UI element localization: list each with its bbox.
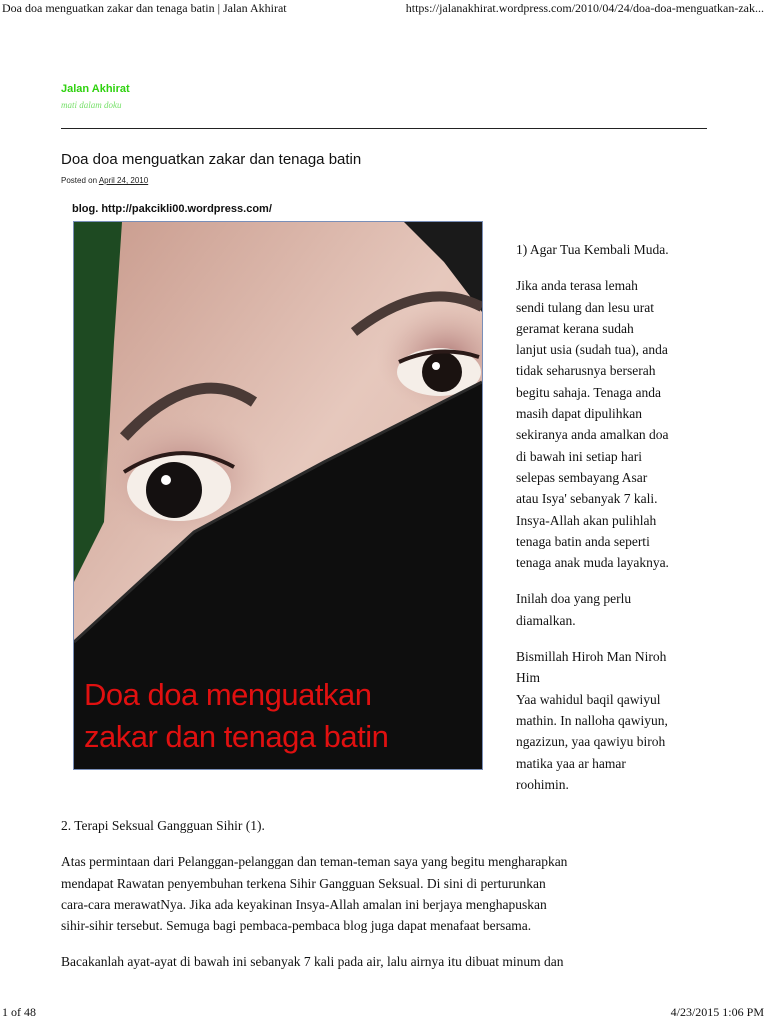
text-line: Him [516, 670, 541, 686]
site-title-link[interactable]: Jalan Akhirat [61, 83, 130, 95]
text-line: atau Isya' sebanyak 7 kali. [516, 491, 658, 507]
print-datetime: 4/23/2015 1:06 PM [670, 1005, 764, 1019]
text-line: sekiranya anda amalkan doa [516, 427, 669, 443]
sidebar-paragraph-1 [516, 275, 716, 573]
print-page-url: https://jalanakhirat.wordpress.com/2010/04/24/doa-doa-menguatkan-zak... [405, 1, 764, 15]
text-line: Yaa wahidul baqil qawiyul [516, 691, 661, 707]
text-line: Insya-Allah akan pulihlah [516, 512, 657, 528]
text-line: Bacakanlah ayat-ayat di bawah ini sebanyak 7 kali pada air, lalu airnya itu dibuat minum dan [61, 954, 564, 970]
text-line: mendapat Rawatan penyembuhan terkena Sihir Gangguan Seksual. Di sini di perturunkan [61, 875, 546, 891]
body-paragraph-1 [61, 851, 711, 936]
print-page-number: 1 of 48 [2, 1005, 36, 1019]
text-line: ngazizun, yaa qawiyu biroh [516, 734, 666, 750]
site-description: mati dalam doku [61, 100, 122, 110]
post-title: Doa doa menguatkan zakar dan tenaga batin [61, 151, 362, 168]
text-line: tenaga anak muda layaknya. [516, 555, 669, 571]
text-line: di bawah ini setiap hari [516, 448, 642, 464]
text-line: lanjut usia (sudah tua), anda [516, 342, 668, 358]
text-line: masih dapat dipulihkan [516, 406, 642, 422]
overlay-line-1: Doa doa menguatkan [84, 677, 372, 712]
print-footer [0, 1005, 768, 1021]
text-line: cara-cara merawatNya. Jika ada keyakinan Insya-Allah amalan ini berjaya menghapuskan [61, 896, 547, 912]
sidebar-paragraph-2 [516, 588, 716, 631]
text-line: geramat kerana sudah [516, 320, 634, 336]
sidebar-paragraph-3-prayer [516, 646, 716, 795]
image-overlay-text [84, 674, 388, 758]
print-page-title: Doa doa menguatkan zakar dan tenaga batin | Jalan Akhirat [2, 1, 287, 15]
post-date-link[interactable]: April 24, 2010 [98, 176, 149, 185]
image-blog-caption: blog. http://pakcikli00.wordpress.com/ [72, 203, 272, 215]
text-line: diamalkan. [516, 612, 576, 628]
text-line: mathin. In nalloha qawiyun, [516, 712, 668, 728]
text-line: matika yaa ar hamar [516, 755, 626, 771]
text-line: selepas sembayang Asar [516, 469, 648, 485]
post-meta [61, 176, 148, 185]
header-divider [61, 128, 707, 129]
post-hero-image[interactable] [73, 221, 483, 770]
overlay-line-2: zakar dan tenaga batin [84, 719, 389, 754]
section-heading-1: 1) Agar Tua Kembali Muda. [516, 242, 669, 257]
text-line: roohimin. [516, 776, 569, 792]
sidebar-article-text [516, 239, 716, 810]
text-line: Inilah doa yang perlu [516, 591, 632, 607]
article-body [61, 815, 711, 988]
posted-on-label: Posted on [61, 176, 98, 185]
text-line: Jika anda terasa lemah [516, 278, 638, 294]
print-header [0, 1, 768, 17]
text-line: Bismillah Hiroh Man Niroh [516, 649, 667, 665]
text-line: sihir-sihir tersebut. Semuga bagi pembaca-pembaca blog juga dapat menafaat bersama. [61, 918, 532, 934]
text-line: sendi tulang dan lesu urat [516, 299, 654, 315]
section-heading-2: 2. Terapi Seksual Gangguan Sihir (1). [61, 818, 265, 833]
text-line: tenaga batin anda seperti [516, 533, 650, 549]
text-line: Atas permintaan dari Pelanggan-pelanggan dan teman-teman saya yang begitu mengharapkan [61, 854, 568, 870]
body-paragraph-2 [61, 951, 711, 972]
text-line: tidak seharusnya berserah [516, 363, 656, 379]
text-line: begitu sahaja. Tenaga anda [516, 384, 661, 400]
